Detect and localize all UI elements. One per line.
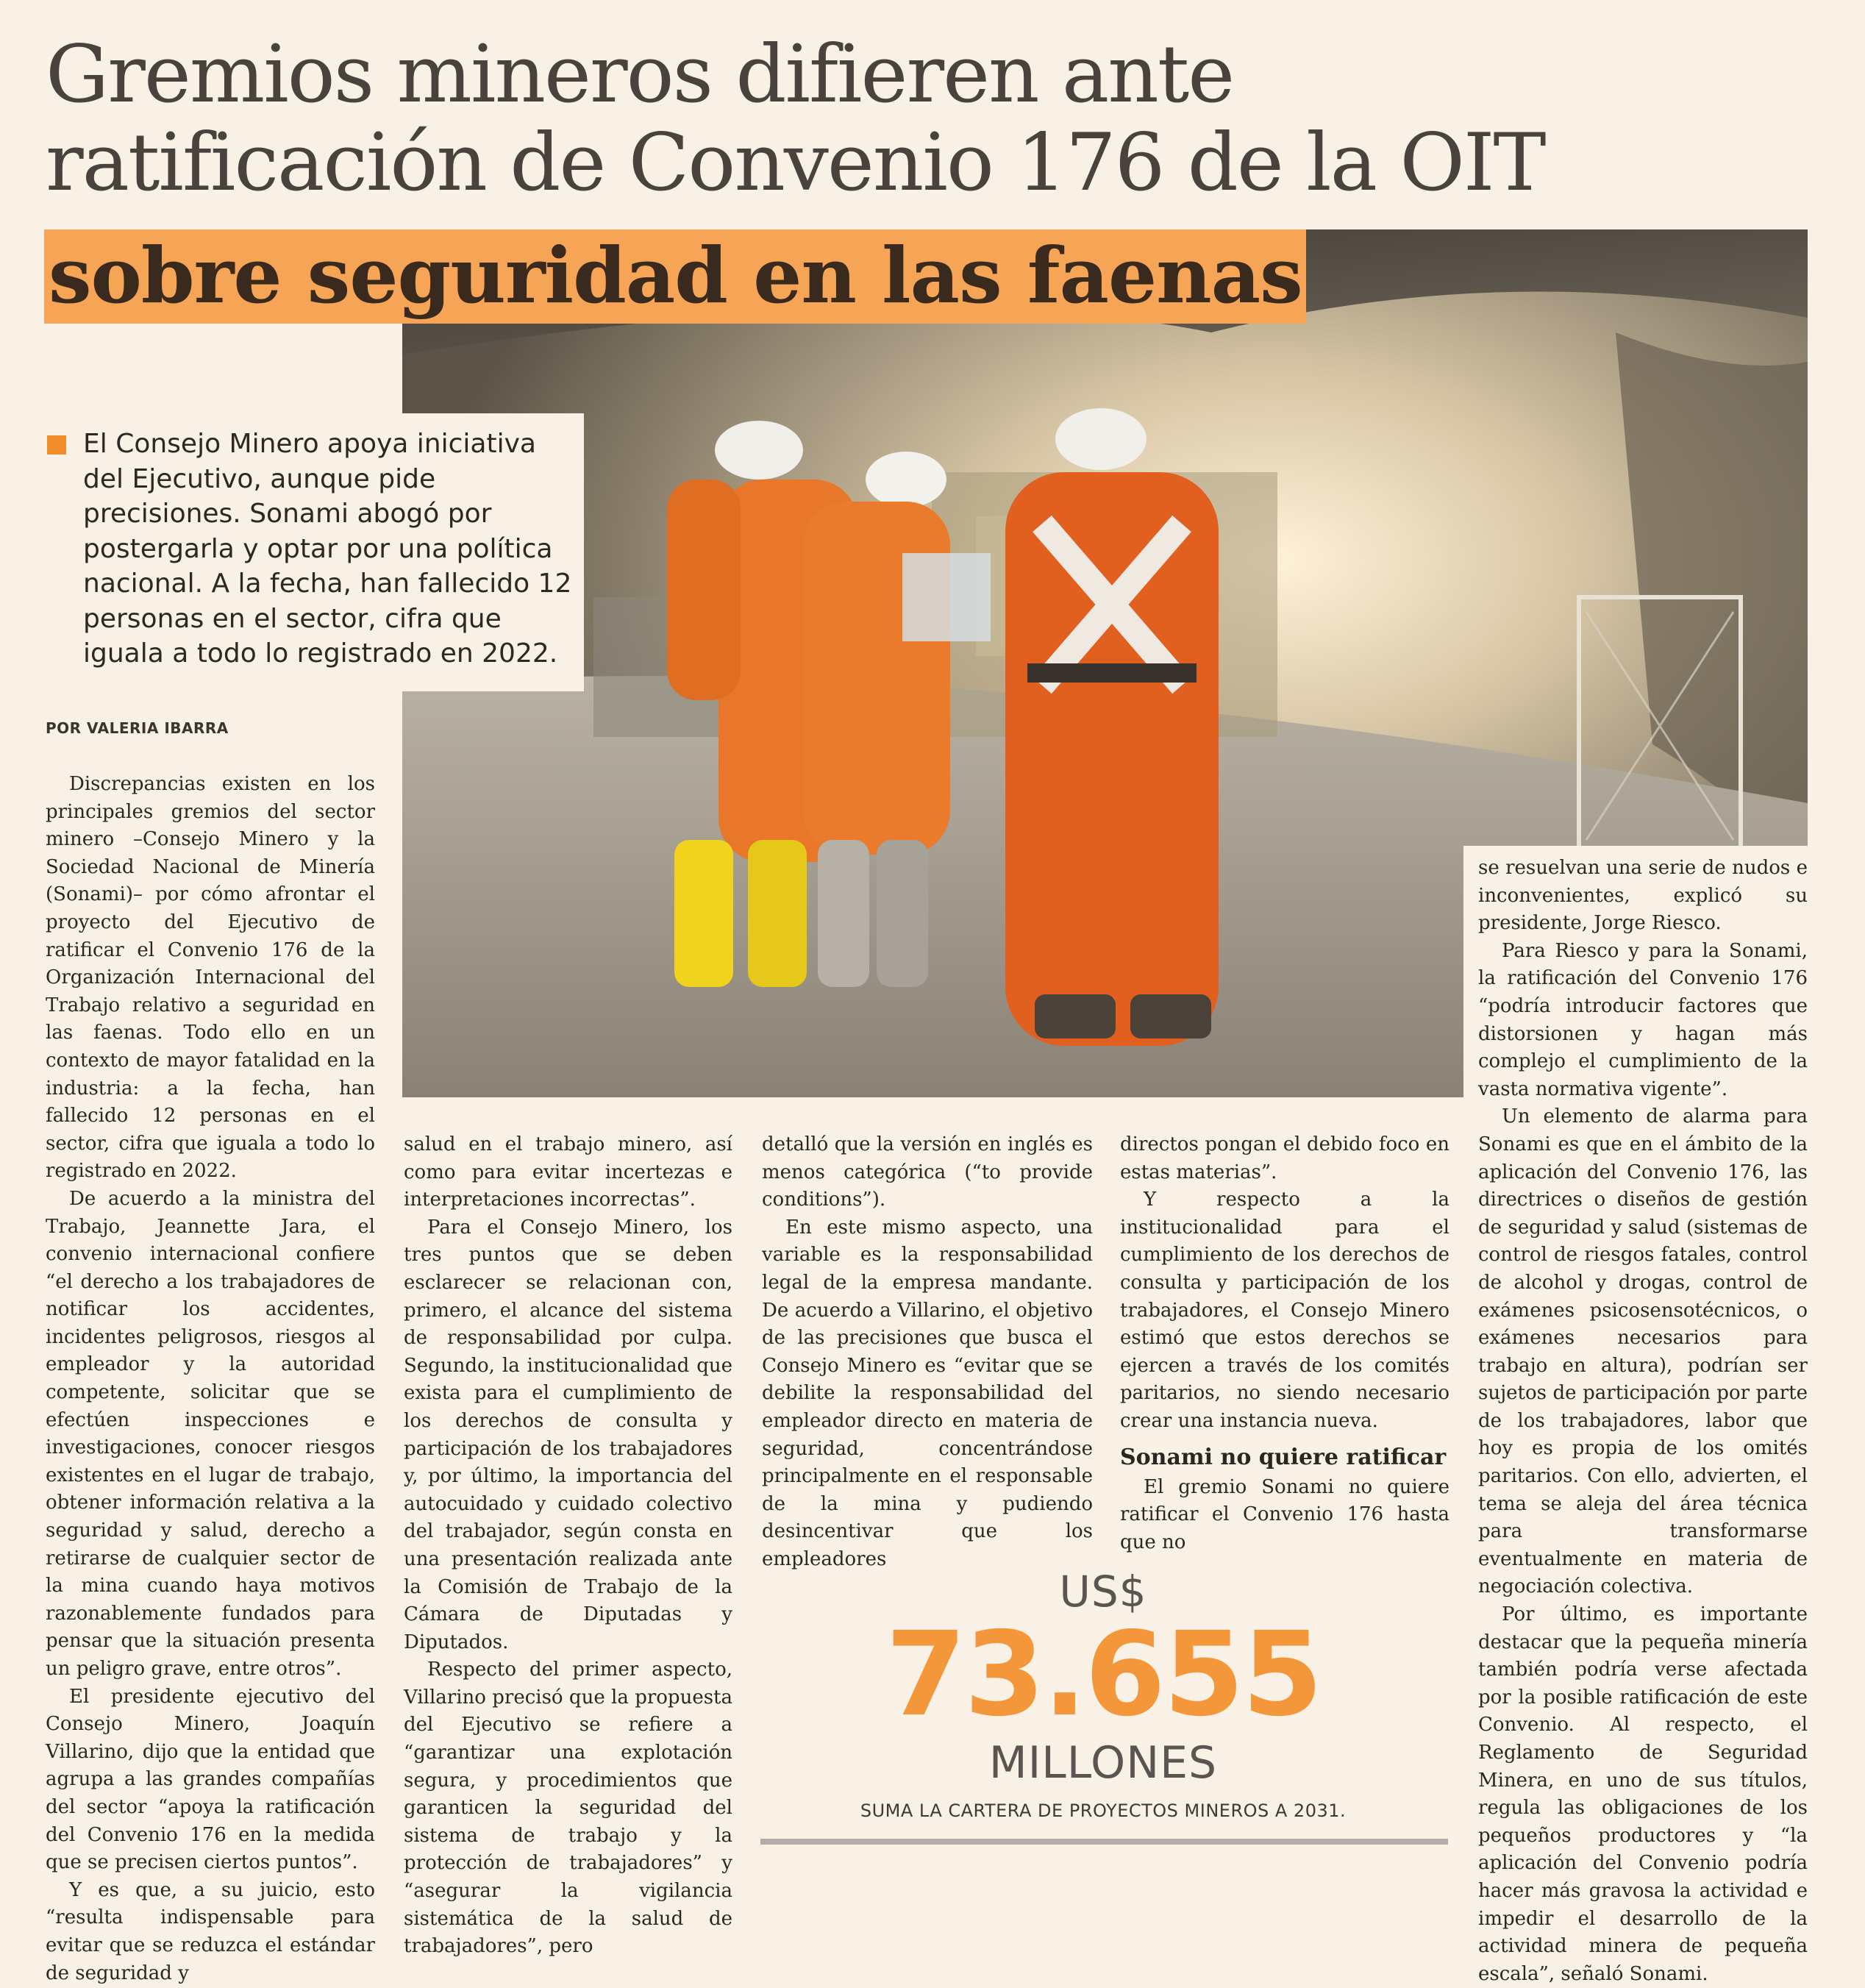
body-paragraph: Respecto del primer aspecto, Villarino precisó que la propuesta del Ejecutivo se refiere a “garantizar una explotación segura, y procedimientos que garanticen la seguridad del sistema de trabajo y la protección de trabajadores” y “asegurar la vigilancia sistemática de la salud de trabajadores”, pero xyxy=(404,1659,732,1958)
body-paragraph: El presidente ejecutivo del Consejo Minero, Joaquín Villarino, dijo que la entidad que agrupa a las grandes compañías del sector “apoya la ratificación del Convenio 176 en la medida que se precisen ciertos puntos”. xyxy=(46,1685,375,1874)
body-paragraph: salud en el trabajo minero, así como para evitar incertezas e interpretaciones incorrectas”. xyxy=(404,1133,732,1211)
body-paragraph: se resuelvan una serie de nudos e inconvenientes, explicó su presidente, Jorge Riesco. xyxy=(1478,857,1808,935)
body-column-5 xyxy=(1478,855,1808,1985)
body-column-1 xyxy=(46,771,375,1984)
body-paragraph: Por último, es importante destacar que la pequeña minería también podría verse afectada por la posible ratificación de este Convenio. Al respecto, el Reglamento de Seguridad Minera, en uno de sus títulos, regula las obligaciones de los pequeños productores y “la aplicación del Convenio podría hacer más gravosa la actividad e impedir el desarrollo de la actividad minera de pequeña escala”, señaló Sonami. xyxy=(1478,1603,1808,1985)
body-paragraph: El gremio Sonami no quiere ratificar el Convenio 176 hasta que no xyxy=(1120,1475,1449,1553)
body-column-2 xyxy=(404,1131,732,1958)
stat-unit: MILLONES xyxy=(988,1737,1218,1789)
body-paragraph: De acuerdo a la ministra del Trabajo, Jeannette Jara, el convenio internacional confiere “el derecho a los trabajadores de notificar los accidentes, incidentes peligrosos, riesgos al empleador y la autoridad competente, solicitar que se efectúen inspecciones e investigaciones, conocer riesgos existentes en el lugar de trabajo, obtener información relativa a la seguridad y salud, derecho a retirarse de cualquier sector de la mina cuando haya motivos razonablemente fundados para pensar que la situación presenta un peligro grave, entre otros”. xyxy=(46,1187,375,1680)
stat-currency: US$ xyxy=(1059,1567,1147,1617)
lead-text: El Consejo Minero apoya iniciativa del Ejecutivo, aunque pide precisiones. Sonami abogó por postergarla y optar por una política nacional. A la fecha, han fallecido 12 personas en el sector, cifra que iguala a todo lo registrado en 2022. xyxy=(83,429,572,669)
body-paragraph: Y respecto a la institucionalidad para el cumplimiento de los derechos de consulta y participación de los trabajadores, el Consejo Minero estimó que estos derechos se ejercen a través de los comités paritarios, no siendo necesario crear una instancia nueva. xyxy=(1120,1189,1449,1432)
body-paragraph: Y es que, a su juicio, esto “resulta indispensable para evitar que se reduzca el estándar de seguridad y xyxy=(46,1878,375,1984)
headline-line-2: ratificación de Convenio 176 de la OIT xyxy=(46,117,1545,209)
body-paragraph: En este mismo aspecto, una variable es la responsabilidad legal de la empresa mandante. De acuerdo a Villarino, el objetivo de las precisiones que busca el Consejo Minero es “evitar que se debilite la responsabilidad del empleador directo en materia de seguridad, concentrándose principalmente en el responsable de la mina y pudiendo desincentivar que los empleadores xyxy=(762,1216,1093,1570)
headline-line-1: Gremios mineros difieren ante xyxy=(46,29,1234,121)
headline-line-3: sobre seguridad en las faenas xyxy=(49,230,1302,321)
body-paragraph: directos pongan el debido foco en estas materias”. xyxy=(1120,1133,1449,1183)
byline: POR VALERIA IBARRA xyxy=(46,719,229,737)
stat-value: 73.655 xyxy=(885,1607,1321,1742)
body-paragraph: Un elemento de alarma para Sonami es que en el ámbito de la aplicación del Convenio 176, las directrices o diseños de gestión de seguridad y salud (sistemas de control de riesgos fatales, control de alcohol y drogas, control de exámenes psicosensotécnicos, o exámenes necesarios para trabajo en altura), podrían ser sujetos de participación por parte de los trabajadores, labor que hoy es propia de los omités paritarios. Con ello, advierten, el tema se aleja del área técnica para transformarse eventualmente en materia de negociación colectiva. xyxy=(1478,1105,1808,1598)
lead-bullet-icon xyxy=(47,435,66,455)
body-column-3 xyxy=(762,1131,1093,1570)
body-column-4 xyxy=(1120,1131,1449,1553)
body-paragraph: Discrepancias existen en los principales gremios del sector minero –Consejo Minero y la Sociedad Nacional de Minería (Sonami)– por cómo afrontar el proyecto del Ejecutivo de ratificar el Convenio 176 de la Organización Internacional del Trabajo relativo a seguridad en las faenas. Todo ello en un contexto de mayor fatalidad en la industria: a la fecha, han fallecido 12 personas en el sector, cifra que iguala a todo lo registrado en 2022. xyxy=(46,773,375,1183)
stat-caption: SUMA LA CARTERA DE PROYECTOS MINEROS A 2031. xyxy=(860,1800,1347,1821)
body-paragraph: Para Riesco y para la Sonami, la ratificación del Convenio 176 “podría introducir factores que distorsionen y hagan más complejo el cumplimiento de la vasta normativa vigente”. xyxy=(1478,939,1808,1100)
stat-divider xyxy=(760,1839,1448,1845)
body-paragraph: Para el Consejo Minero, los tres puntos que se deben esclarecer se relacionan con, primero, el alcance del sistema de responsabilidad por culpa. Segundo, la institucionalidad que exista para el cumplimiento de los derechos de consulta y participación de los trabajadores y, por último, la importancia del autocuidado y cuidado colectivo del trabajador, según consta en una presentación realizada ante la Comisión de Trabajo de la Cámara de Diputadas y Diputados. xyxy=(404,1216,732,1653)
section-subhead: Sonami no quiere ratificar xyxy=(1120,1444,1447,1470)
body-paragraph: detalló que la versión en inglés es menos categórica (“to provide conditions”). xyxy=(762,1133,1093,1211)
